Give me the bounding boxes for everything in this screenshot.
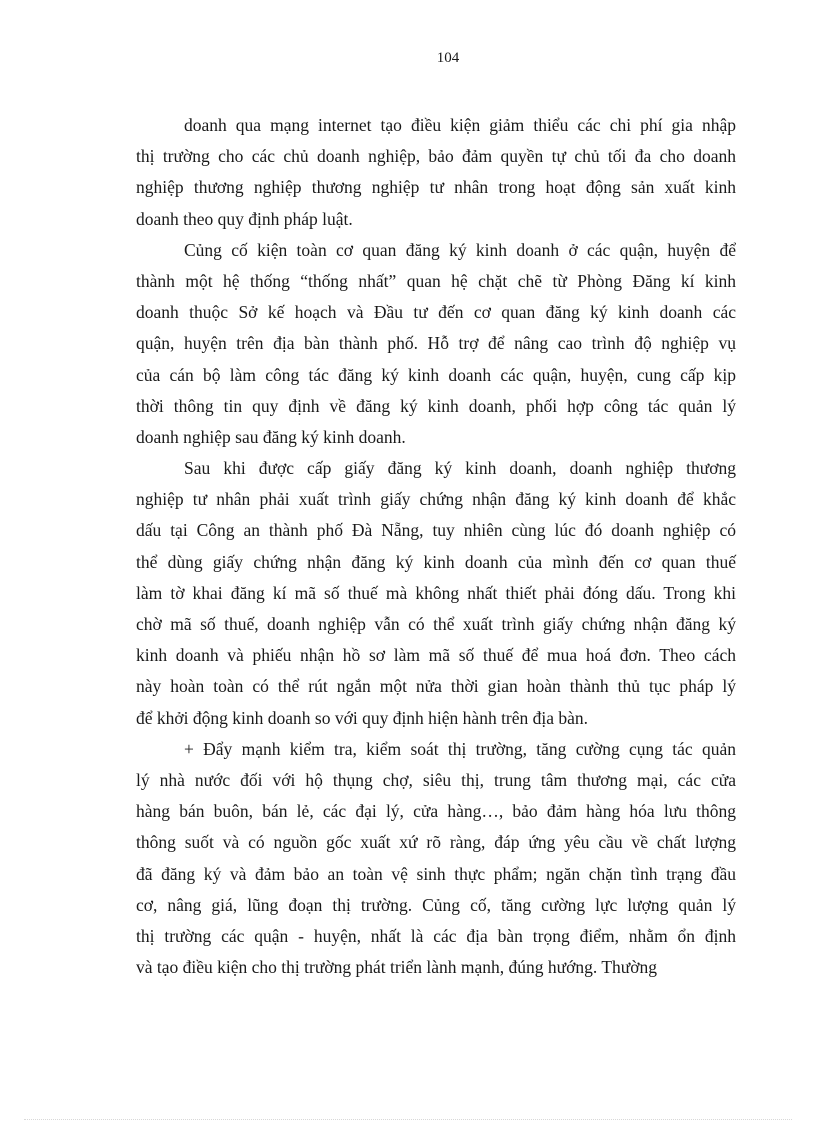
- text-line: hàng bán buôn, bán lẻ, các đại lý, cửa hàng…, bảo đảm hàng hóa lưu thông: [136, 801, 736, 822]
- text-line: kinh doanh và phiếu nhận hồ sơ làm mã số thuế để mua hoá đơn. Theo cách: [136, 645, 736, 666]
- text-line: Củng cố kiện toàn cơ quan đăng ký kinh doanh ở các quận, huyện để: [184, 239, 736, 260]
- paragraph-market-inspection: [136, 734, 736, 984]
- text-line: thị trường các quận - huyện, nhất là các địa bàn trọng điểm, nhằm ổn định: [136, 925, 736, 946]
- text-line: và tạo điều kiện cho thị trường phát triển lành mạnh, đúng hướng. Thường: [136, 957, 658, 978]
- page-number: 104: [436, 50, 460, 66]
- text-line: để khởi động kinh doanh so với quy định hiện hành trên địa bàn.: [136, 707, 589, 728]
- text-line: thời thông tin quy định về đăng ký kinh doanh, phối hợp công tác quản lý: [136, 395, 736, 416]
- text-line: làm tờ khai đăng kí mã số thuế mà không nhất thiết phải đóng dấu. Trong khi: [136, 582, 736, 603]
- text-line: thông suốt và có nguồn gốc xuất xứ rõ ràng, đáp ứng yêu cầu về chất lượng: [136, 832, 736, 853]
- text-line: doanh thuộc Sở kế hoạch và Đầu tư đến cơ quan đăng ký kinh doanh các: [136, 302, 736, 323]
- text-line: doanh qua mạng internet tạo điều kiện giảm thiểu các chi phí gia nhập: [184, 115, 736, 135]
- text-line: doanh nghiệp sau đăng ký kinh doanh.: [136, 426, 406, 447]
- text-line: doanh theo quy định pháp luật.: [136, 208, 353, 229]
- text-line: quận, huyện trên địa bàn thành phố. Hỗ trợ để nâng cao trình độ nghiệp vụ: [136, 333, 736, 354]
- text-line: chờ mã số thuế, doanh nghiệp vẫn có thể xuất trình giấy chứng nhận đăng ký: [136, 614, 736, 634]
- text-line: nghiệp thương nghiệp thương nghiệp tư nhân trong hoạt động sản xuất kinh: [136, 177, 736, 198]
- paragraph-registration-agency: [136, 235, 736, 453]
- page-footer-divider: [24, 1119, 792, 1120]
- text-line: đã đăng ký và đảm bảo an toàn vệ sinh thực phẩm; ngăn chặn tình trạng đầu: [136, 863, 736, 884]
- text-line: thị trường cho các chủ doanh nghiệp, bảo đảm quyền tự chủ tối đa cho doanh: [136, 146, 736, 167]
- text-line: này hoàn toàn có thể rút ngắn một nửa thời gian hoàn thành thủ tục pháp lý: [136, 676, 736, 697]
- text-line: thể dùng giấy chứng nhận đăng ký kinh doanh của mình đến cơ quan thuế: [136, 551, 736, 572]
- text-line: + Đẩy mạnh kiểm tra, kiểm soát thị trường, tăng cường cụng tác quản: [184, 738, 736, 759]
- text-line: cơ, nâng giá, lũng đoạn thị trường. Củng cố, tăng cường lực lượng quản lý: [136, 894, 736, 915]
- text-line: dấu tại Công an thành phố Đà Nẵng, tuy nhiên cùng lúc đó doanh nghiệp có: [136, 520, 736, 541]
- paragraph-business-registration-online: [136, 110, 736, 235]
- text-line: nghiệp tư nhân phải xuất trình giấy chứng nhận đăng ký kinh doanh để khắc: [136, 489, 736, 510]
- text-line: của cán bộ làm công tác đăng ký kinh doanh các quận, huyện, cung cấp kịp: [136, 364, 736, 385]
- text-line: thành một hệ thống “thống nhất” quan hệ chặt chẽ từ Phòng Đăng kí kinh: [136, 270, 736, 291]
- paragraph-tax-code-procedure: [136, 453, 736, 734]
- text-line: lý nhà nước đối với hộ thụng chợ, siêu thị, trung tâm thương mại, các cửa: [136, 769, 736, 790]
- text-line: Sau khi được cấp giấy đăng ký kinh doanh, doanh nghiệp thương: [184, 458, 736, 479]
- body-text: [136, 110, 736, 983]
